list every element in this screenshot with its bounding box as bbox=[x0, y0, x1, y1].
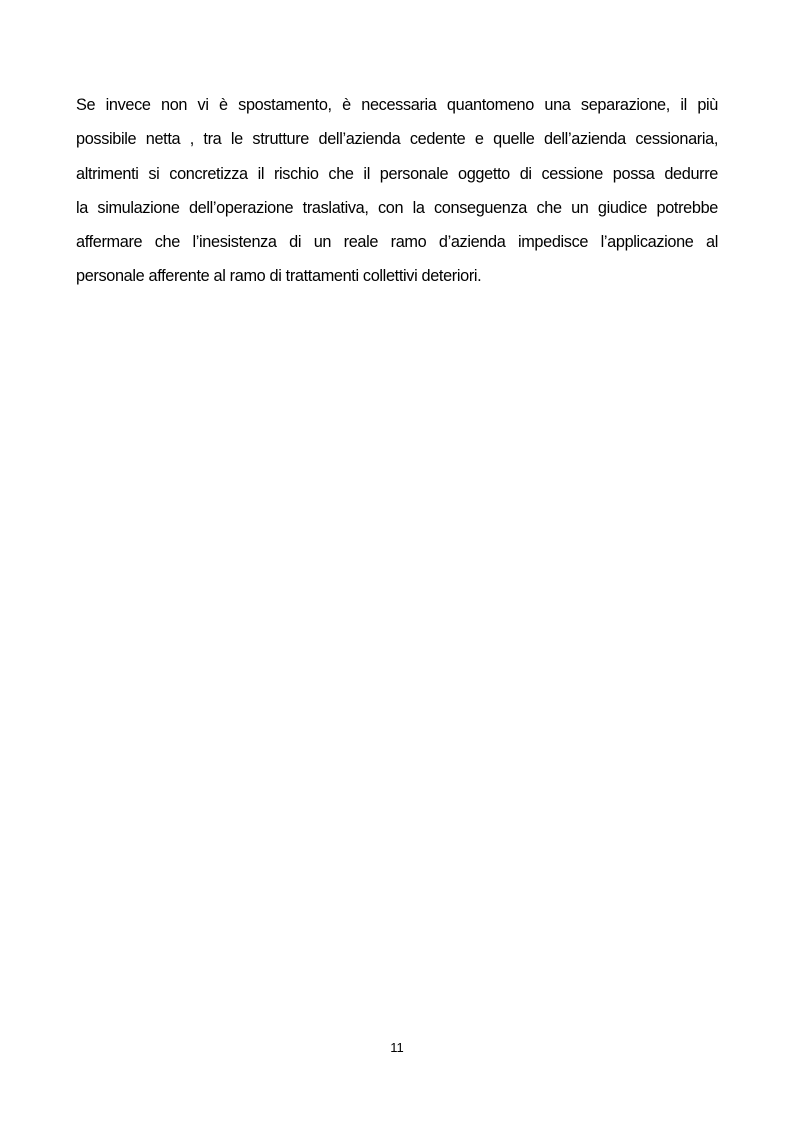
body-paragraph bbox=[76, 88, 718, 294]
paragraph-line-3: altrimenti si concretizza il rischio che il personale oggetto di cessione possa dedurre bbox=[76, 164, 718, 183]
page-number: 11 bbox=[390, 1040, 404, 1055]
paragraph-line-5: affermare che l’inesistenza di un reale ramo d’azienda impedisce l’applicazione al bbox=[76, 233, 718, 252]
paragraph-line-2: possibile netta , tra le strutture dell’azienda cedente e quelle dell’azienda cessionaria, bbox=[76, 130, 718, 149]
paragraph-line-1: Se invece non vi è spostamento, è necessaria quantomeno una separazione, il più bbox=[76, 96, 718, 114]
paragraph-line-6: personale afferente al ramo di trattamenti collettivi deteriori. bbox=[76, 267, 482, 286]
paragraph-line-4: la simulazione dell’operazione traslativa, con la conseguenza che un giudice potrebbe bbox=[76, 198, 718, 217]
